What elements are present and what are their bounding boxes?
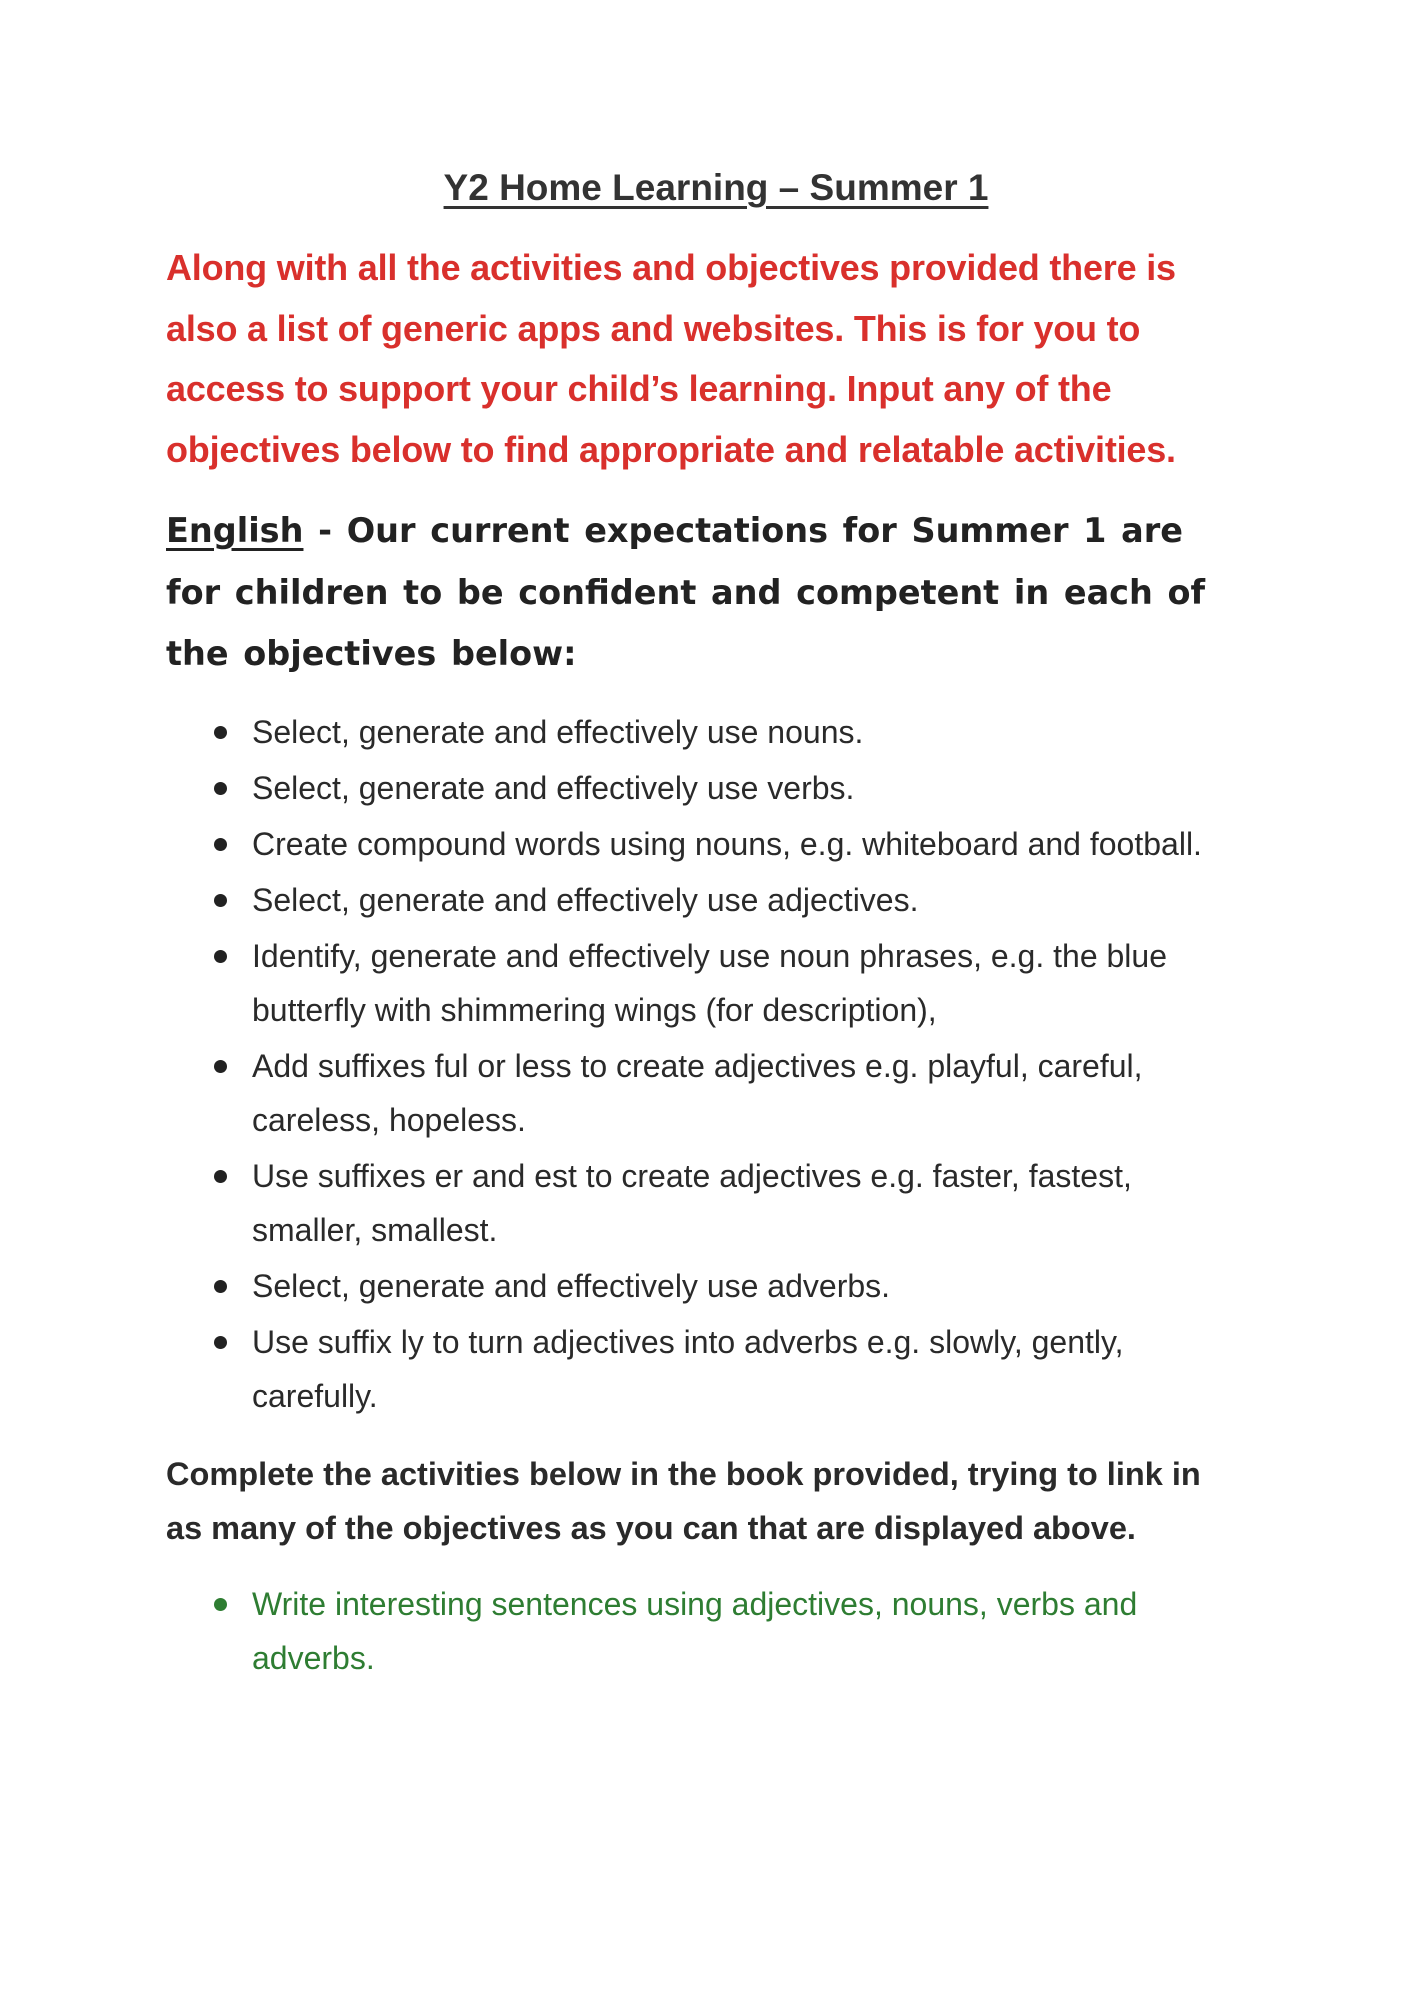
bullet-icon <box>214 1060 227 1073</box>
objective-item <box>166 1259 1236 1313</box>
document-page <box>166 160 1236 1685</box>
objective-item <box>166 1149 1236 1257</box>
objective-text: Use suffixes er and est to create adjectives e.g. faster, fastest, smaller, smallest. <box>252 1157 1132 1248</box>
bullet-icon <box>214 838 227 851</box>
objective-text: Add suffixes ful or less to create adjectives e.g. playful, careful, careless, hopeless. <box>252 1047 1143 1138</box>
objective-item <box>166 929 1236 1037</box>
objective-item <box>166 873 1236 927</box>
english-subject-heading: English <box>166 511 304 550</box>
english-intro-text: - Our current expectations for Summer 1 are for children to be confident and competent in each of the objectives below: <box>166 511 1206 673</box>
activity-item <box>166 1577 1236 1685</box>
notice-paragraph: Along with all the activities and objectives provided there is also a list of generic apps and websites. This is for you to access to support your child’s learning. Input any of the objectives below to find appropriate and relatable activities. <box>166 247 1176 470</box>
instructions-paragraph: Complete the activities below in the book provided, trying to link in as many of the objectives as you can that are displayed above. <box>166 1455 1201 1546</box>
bullet-icon <box>214 782 227 795</box>
objective-text: Select, generate and effectively use verbs. <box>252 769 855 806</box>
objective-text: Create compound words using nouns, e.g. whiteboard and football. <box>252 825 1202 862</box>
objectives-list <box>166 705 1236 1423</box>
objective-item <box>166 705 1236 759</box>
bullet-icon <box>214 726 227 739</box>
bullet-icon <box>214 1598 227 1611</box>
bullet-icon <box>214 950 227 963</box>
bullet-icon <box>214 894 227 907</box>
bullet-icon <box>214 1170 227 1183</box>
objective-item <box>166 761 1236 815</box>
bullet-icon <box>214 1336 227 1349</box>
activity-text: Write interesting sentences using adjectives, nouns, verbs and adverbs. <box>252 1585 1138 1676</box>
objective-text: Select, generate and effectively use adverbs. <box>252 1267 891 1304</box>
english-intro <box>166 500 1236 685</box>
bullet-icon <box>214 1280 227 1293</box>
objective-item <box>166 1315 1236 1423</box>
objective-text: Select, generate and effectively use nouns. <box>252 713 864 750</box>
objective-item <box>166 817 1236 871</box>
page-title: Y2 Home Learning – Summer 1 <box>443 167 989 208</box>
objective-text: Use suffix ly to turn adjectives into adverbs e.g. slowly, gently, carefully. <box>252 1323 1124 1414</box>
objective-item <box>166 1039 1236 1147</box>
objective-text: Identify, generate and effectively use noun phrases, e.g. the blue butterfly with shimmering wings (for description), <box>252 937 1167 1028</box>
objective-text: Select, generate and effectively use adjectives. <box>252 881 919 918</box>
activities-list <box>166 1577 1236 1685</box>
